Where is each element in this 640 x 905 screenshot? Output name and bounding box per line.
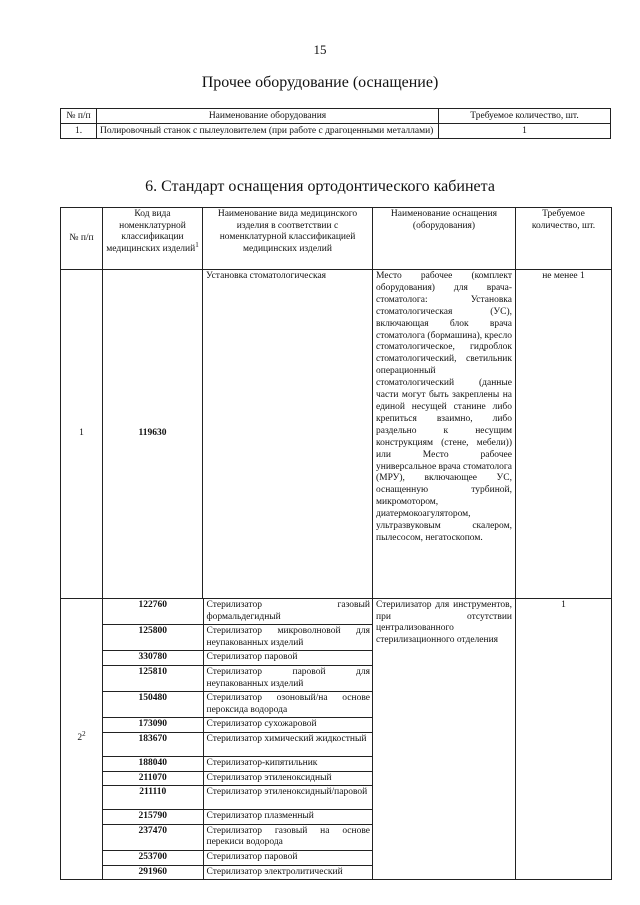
- item-name: Стерилизатор паровой для неупакованных изделий: [203, 665, 373, 691]
- item-code: 215790: [103, 810, 203, 825]
- list-item: [103, 756, 373, 771]
- list-item: [103, 771, 373, 786]
- list-item: [103, 786, 373, 810]
- item-name: Стерилизатор паровой: [203, 850, 373, 865]
- item-code: 253700: [103, 850, 203, 865]
- list-item: [103, 718, 373, 733]
- row-device-type: Установка стоматологическая: [203, 270, 373, 599]
- row-num: 1: [61, 270, 103, 599]
- item-name: Стерилизатор химический жидкостный: [203, 732, 373, 756]
- item-code: 330780: [103, 651, 203, 666]
- row-code: 119630: [103, 270, 203, 599]
- footnote-2: 2: [82, 730, 86, 739]
- item-name: Стерилизатор-кипятильник: [203, 756, 373, 771]
- item-code: 125800: [103, 625, 203, 651]
- row-num: 1.: [61, 124, 97, 139]
- table-row: [61, 270, 612, 599]
- other-equipment-title: Прочее оборудование (оснащение): [201, 74, 439, 91]
- item-code: 122760: [103, 599, 203, 625]
- list-item: [103, 865, 373, 879]
- item-name: Стерилизатор газовый формальдегидный: [203, 599, 373, 625]
- row-quantity: 1: [439, 124, 611, 139]
- page-number: 15: [313, 42, 327, 57]
- list-item: [103, 810, 373, 825]
- header-equipment-name: Наименование оснащения (оборудования): [373, 208, 516, 270]
- list-item: [103, 625, 373, 651]
- item-code: 237470: [103, 824, 203, 850]
- sterilizer-list-cell: [103, 599, 373, 880]
- footnote-1: 1: [195, 240, 199, 249]
- header-num: № п/п: [61, 109, 97, 124]
- item-code: 183670: [103, 732, 203, 756]
- item-name: Стерилизатор паровой: [203, 651, 373, 666]
- row-equipment-description: Стерилизатор для инструментов, при отсутствии централизованного стерилизационного отделения: [373, 599, 516, 880]
- other-equipment-table: [60, 108, 611, 139]
- header-code: [103, 208, 203, 270]
- row-quantity: 1: [516, 599, 612, 880]
- sterilizer-list: [103, 599, 373, 879]
- row-equipment-description: Место рабочее (комплект оборудования) для врача-стоматолога: Установка стоматологическая (УС), включающая блок врача стоматолога (бормашина), кресло стоматологическое, гидроблок стоматологический, светильник операционный стоматологический (данные части могут быть закреплены на единой несущей станине либо крепиться взаимно, либо раздельно к несущим конструкциям (стене, мебели)) или Место рабочее универсальное врача стоматолога (МРУ), включающее УС, оснащенную турбиной, микромотором, диатермокоагулятором, ультразвуковым скалером, пылесосом, негатоскопом.: [373, 270, 516, 599]
- list-item: [103, 732, 373, 756]
- item-code: 211070: [103, 771, 203, 786]
- row-num: [61, 599, 103, 880]
- item-name: Стерилизатор микроволновой для неупакованных изделий: [203, 625, 373, 651]
- orthodontic-standard-table: [60, 207, 612, 880]
- header-code-text: Код вида номенклатурной классификации медицинских изделий: [106, 209, 196, 254]
- list-item: [103, 599, 373, 625]
- item-name: Стерилизатор сухожаровой: [203, 718, 373, 733]
- item-code: 211110: [103, 786, 203, 810]
- header-quantity: Требуемое количество, шт.: [439, 109, 611, 124]
- header-num: № п/п: [61, 208, 103, 270]
- header-equipment-name: Наименование оборудования: [97, 109, 439, 124]
- header-quantity: Требуемое количество, шт.: [516, 208, 612, 270]
- row-num-text: 2: [77, 733, 83, 744]
- item-name: Стерилизатор этиленоксидный/паровой: [203, 786, 373, 810]
- item-name: Стерилизатор газовый на основе перекиси водорода: [203, 824, 373, 850]
- list-item: [103, 651, 373, 666]
- row-quantity: не менее 1: [516, 270, 612, 599]
- item-code: 291960: [103, 865, 203, 879]
- header-device-type: Наименование вида медицинского изделия в соответствии с номенклатурной классификацией медицинских изделий: [203, 208, 373, 270]
- standard-title: 6. Стандарт оснащения ортодонтического кабинета: [145, 178, 495, 195]
- table-header-row: [61, 208, 612, 270]
- item-name: Стерилизатор электролитический: [206, 866, 343, 877]
- list-item: [103, 850, 373, 865]
- item-name: Стерилизатор озоновый/на основе пероксида водорода: [203, 692, 373, 718]
- item-code: 125810: [103, 665, 203, 691]
- item-code: 173090: [103, 718, 203, 733]
- item-code: 150480: [103, 692, 203, 718]
- list-item: [103, 824, 373, 850]
- list-item: [103, 692, 373, 718]
- item-name: Стерилизатор плазменный: [203, 810, 373, 825]
- list-item: [103, 665, 373, 691]
- table-row: [61, 124, 611, 139]
- row-equipment-name: Полировочный станок с пылеуловителем (при работе с драгоценными металлами): [97, 124, 439, 139]
- item-name: Стерилизатор этиленоксидный: [203, 771, 373, 786]
- item-code: 188040: [103, 756, 203, 771]
- table-header-row: [61, 109, 611, 124]
- table-row: [61, 599, 612, 880]
